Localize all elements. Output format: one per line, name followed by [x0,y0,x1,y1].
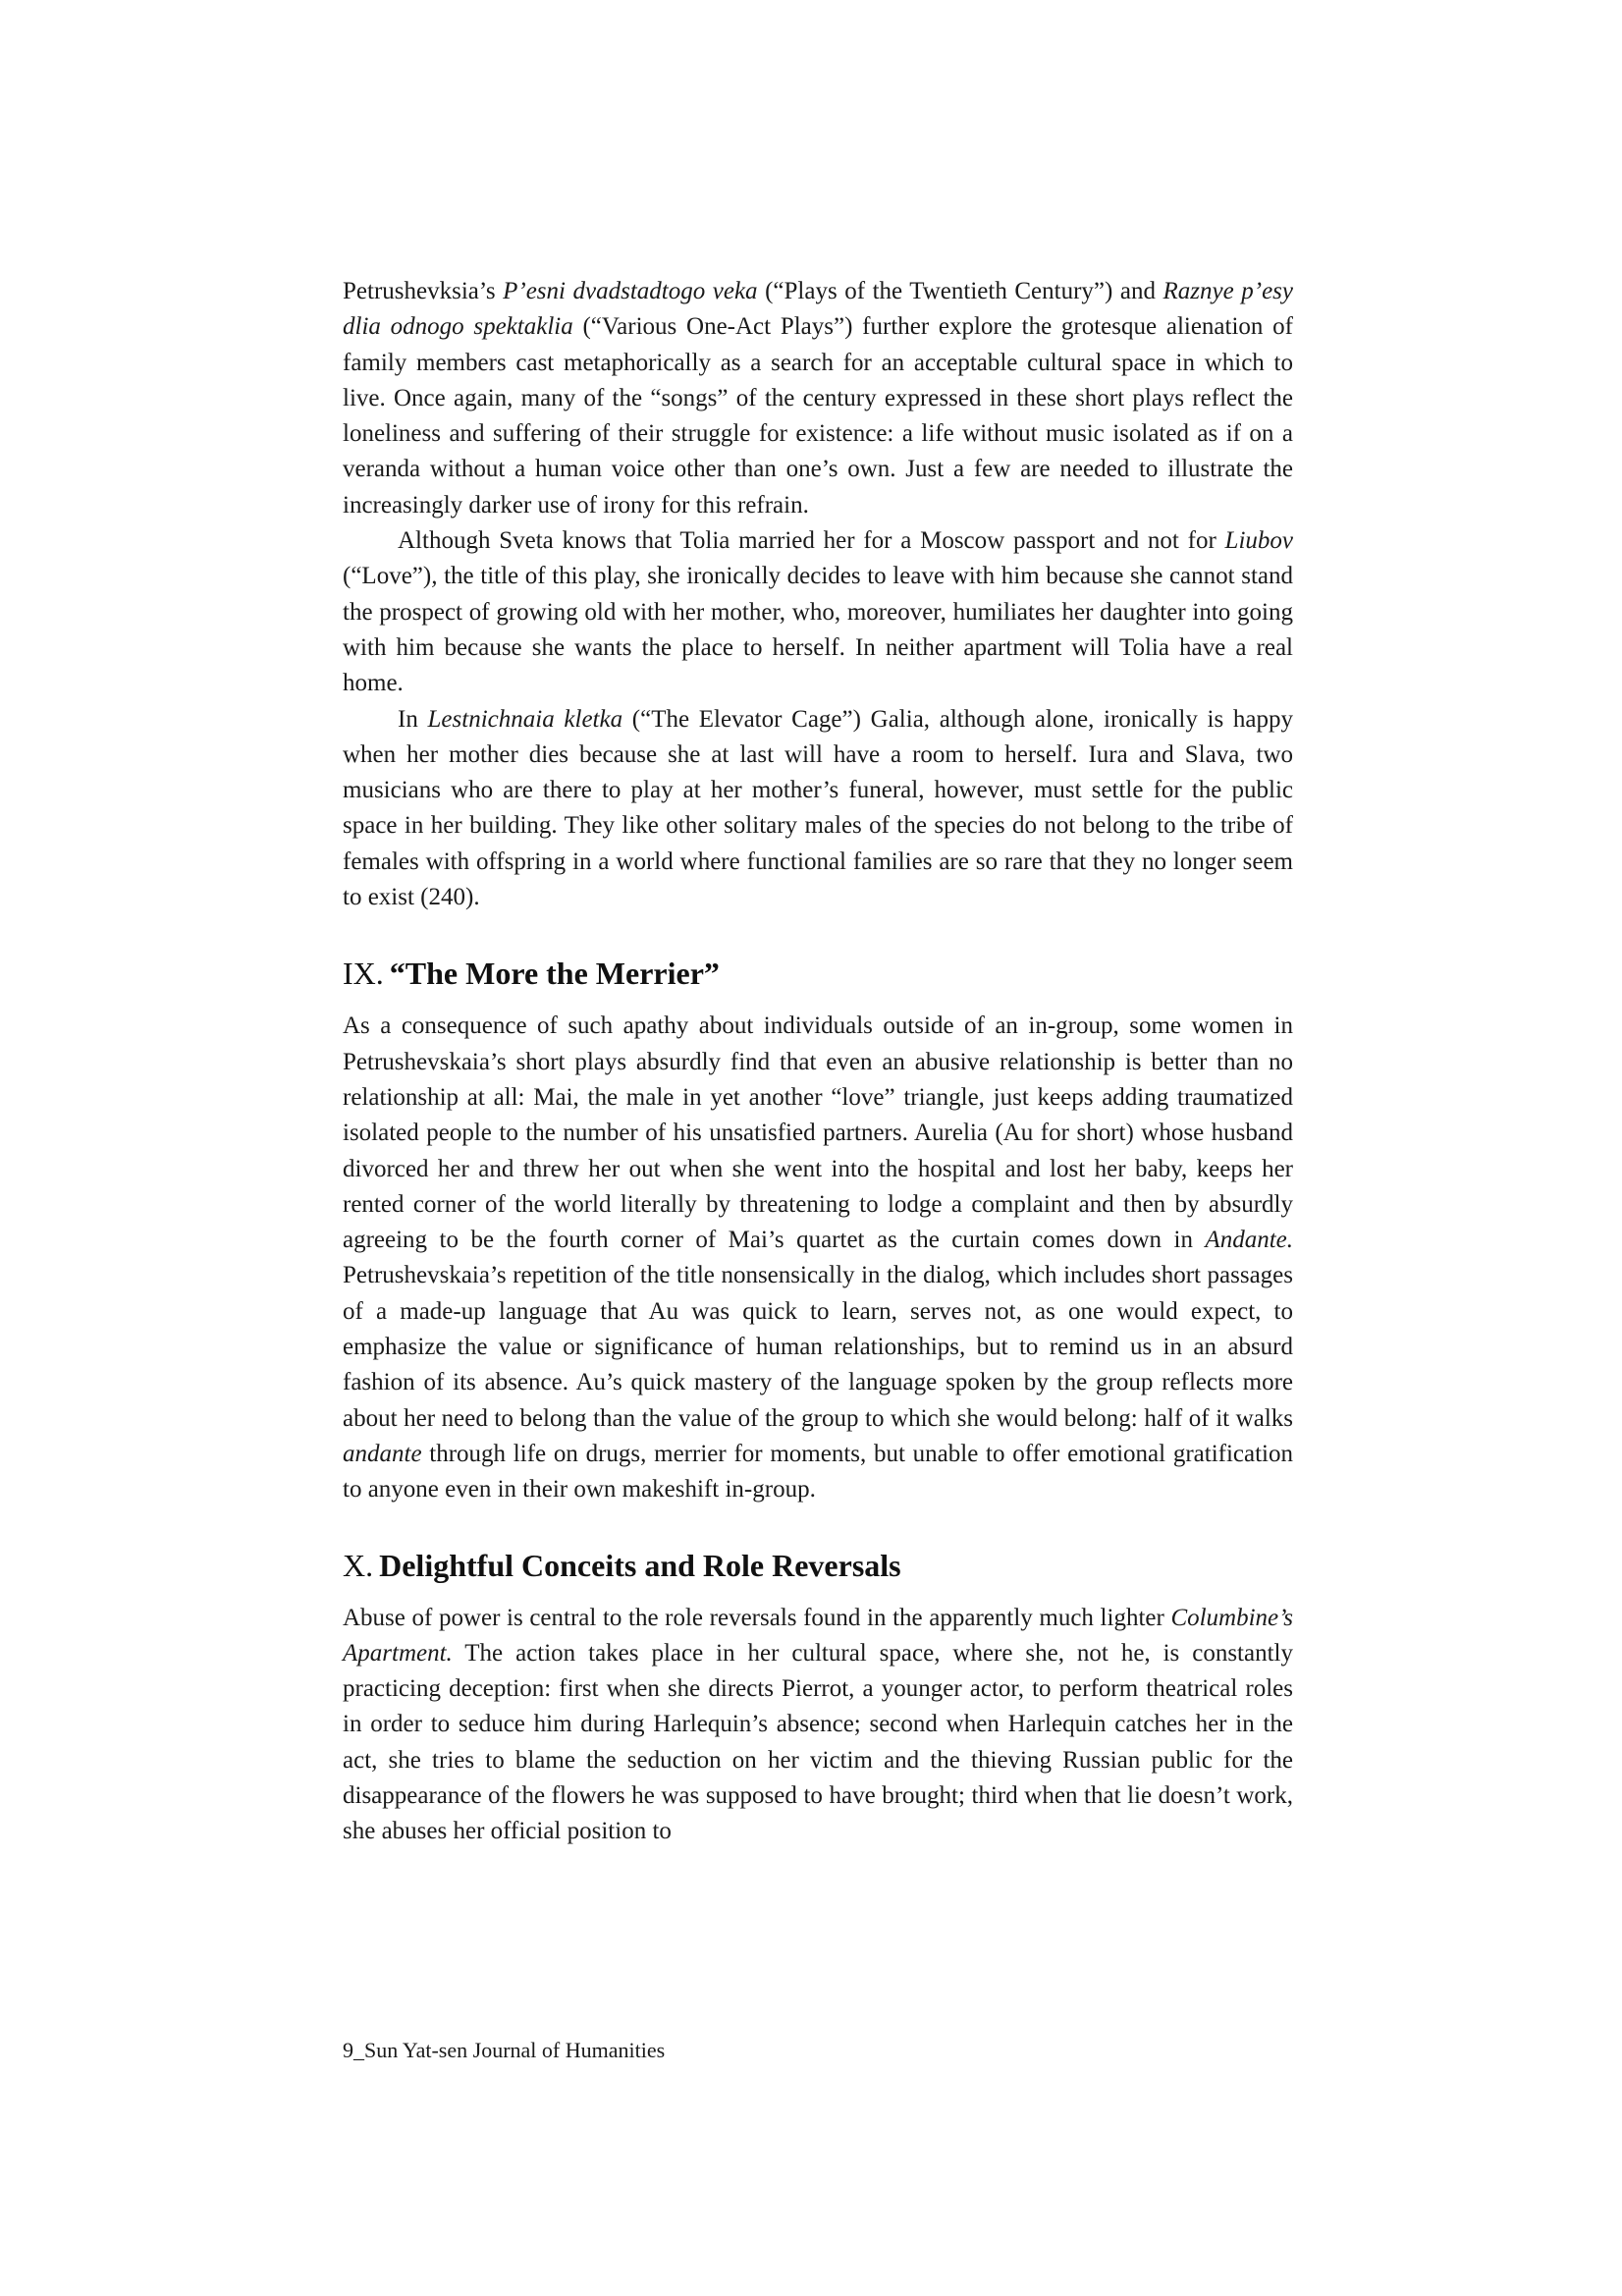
title-italic: Lestnichnaia kletka [427,705,623,733]
section-title: Delightful Conceits and Role Reversals [379,1547,901,1583]
text-run: (“Love”) [343,563,432,590]
text-run: through life on drugs, merrier for moments, but unable to offer emotional gratification to anyone even in their own makeshift in-group. [343,1440,1293,1503]
title-italic: P’esni dvadstadtogo veka [503,278,758,304]
title-italic: Liubov [1224,527,1293,555]
text-run: Although Sveta knows that Tolia married her for a Moscow passport and not for [398,527,1225,555]
text-run: As a consequence of such apathy about individuals outside of an in-group, some women in Petrushevskaia’s short plays absurdly find that even an abusive relationship is better than no relationship at all: Mai, the male in yet another “love” triangle, just keeps adding traumatized isolated people to the number of his unsatisfied partners. Aurelia (Au for short) whose husband divorced her and threw her out when she went into the hospital and lost her baby, keeps her rented corner of the world literally by threatening to lodge a complaint and then by absurdly agreeing to be the fourth corner of Mai’s quartet as the curtain comes down in [343,1012,1293,1254]
paragraph-plays-intro [343,274,1293,523]
section-title: “The More the Merrier” [389,956,720,992]
text-run: The action takes place in her cultural space, where she, not he, is constantly practicing deception: first when she directs Pierrot, a younger actor, to perform theatrical roles in order to seduce him during Harlequin’s absence; second when Harlequin catches her in the act, she tries to blame the seduction on her victim and the thieving Russian public for the disappearance of the flowers he was supposed to have brought; third when that lie doesn’t work, she abuses her official position to [343,1639,1293,1845]
text-run: Petrushevskaia’s repetition of the title nonsensically in the dialog, which includes short passages of a made-up language that Au was quick to learn, serves not, as one would expect, to emphasize the value or significance of human relationships, but to remind us in an absurd fashion of its absence. Au’s quick mastery of the language spoken by the group reflects more about her need to belong than the value of the group to which she would belong: half of it walks [343,1262,1293,1432]
title-italic: Andante. [1205,1227,1293,1254]
text-run: Abuse of power is central to the role reversals found in the apparently much lighter [343,1604,1171,1631]
section-number: X. [343,1547,374,1583]
page-body [343,274,1293,1850]
title-italic: Raznye p’esy dlia odnogo spektaklia [343,278,1293,341]
text-run-italic: andante [343,1440,422,1467]
section-heading-ix [343,954,1293,993]
paragraph-columbine [343,1601,1293,1850]
title-italic: Columbine’s Apartment. [343,1604,1293,1667]
paragraph-andante [343,1009,1293,1507]
text-run: the title of this play, she ironically decides to leave with him because she cannot stand the prospect of growing old with her mother, who, moreover, humiliates her daughter into going with him because she wants the place to herself. In neither apartment will Tolia have a real home. [343,563,1293,697]
section-number: IX. [343,956,384,992]
paragraph-elevator-cage [343,702,1293,916]
text-run: (“Various One-Act Plays”) further explore the grotesque alienation of family members cast metaphorically as a search for an acceptable cultural space in which to live. Once again, many of the “songs” of the century expressed in these short plays reflect the loneliness and suffering of their struggle for existence: a life without music isolated as if on a veranda without a human voice other than one’s own. Just a few are needed to illustrate the increasingly darker use of irony for this refrain. [343,313,1293,519]
text-run: (“Plays of the Twentieth Century”) and [757,278,1163,304]
text-run-italic: , [431,563,438,590]
paragraph-liubov [343,523,1293,701]
section-heading-x [343,1546,1293,1585]
text-run: Petrushevksia’s [343,278,504,304]
text-run: (“The Elevator Cage”) Galia, although alone, ironically is happy when her mother dies because she at last will have a room to herself. Iura and Slava, two musicians who are there to play at her mother’s funeral, however, must settle for the public space in her building. They like other solitary males of the species do not belong to the tribe of females with offspring in a world where functional families are so rare that they no longer seem to exist (240). [343,705,1293,911]
text-run: In [398,705,428,733]
page-footer: 9_Sun Yat-sen Journal of Humanities [343,2038,666,2062]
